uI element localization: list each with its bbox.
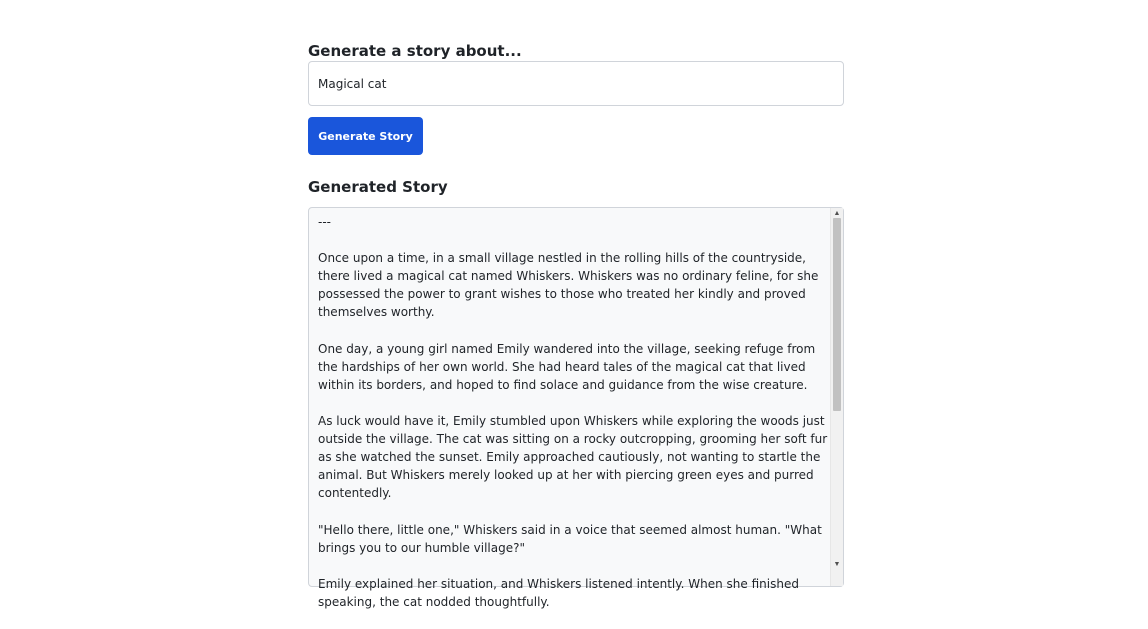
story-paragraph: Once upon a time, in a small village nestled in the rolling hills of the countryside, there lived a magical cat named Whiskers. Whiskers was no ordinary feline, for she possessed the power to grant wishes to those who treated her kindly and proved themselves worthy. bbox=[318, 251, 819, 320]
generated-story-heading: Generated Story bbox=[308, 178, 448, 196]
story-topic-input[interactable] bbox=[308, 61, 844, 106]
story-scrollbar[interactable] bbox=[830, 208, 843, 586]
generated-story-box[interactable] bbox=[308, 207, 844, 609]
scroll-down-arrow-icon[interactable]: ▼ bbox=[833, 561, 841, 568]
story-paragraph: Emily explained her situation, and Whiskers listened intently. When she finished speaking, the cat nodded thoughtfully. bbox=[318, 576, 799, 609]
story-paragraph: "Hello there, little one," Whiskers said in a voice that seemed almost human. "What brings you to our humble village?" bbox=[318, 522, 822, 555]
story-paragraph: As luck would have it, Emily stumbled upon Whiskers while exploring the woods just outside the village. The cat was sitting on a rocky outcropping, grooming her soft fur as she watched the sunset. Emily approached cautiously, not wanting to startle the animal. But Whiskers merely looked up at her with piercing green eyes and purred contentedly. bbox=[318, 414, 828, 501]
generate-story-button[interactable]: Generate Story bbox=[308, 117, 423, 155]
story-text bbox=[318, 213, 828, 629]
scroll-up-arrow-icon[interactable]: ▲ bbox=[833, 210, 841, 217]
story-paragraph: --- bbox=[318, 215, 331, 229]
story-paragraph: One day, a young girl named Emily wandered into the village, seeking refuge from the hardships of her own world. She had heard tales of the magical cat that lived within its borders, and hoped to find solace and guidance from the wise creature. bbox=[318, 341, 816, 392]
scroll-thumb[interactable] bbox=[833, 218, 841, 411]
prompt-heading: Generate a story about... bbox=[308, 42, 522, 60]
